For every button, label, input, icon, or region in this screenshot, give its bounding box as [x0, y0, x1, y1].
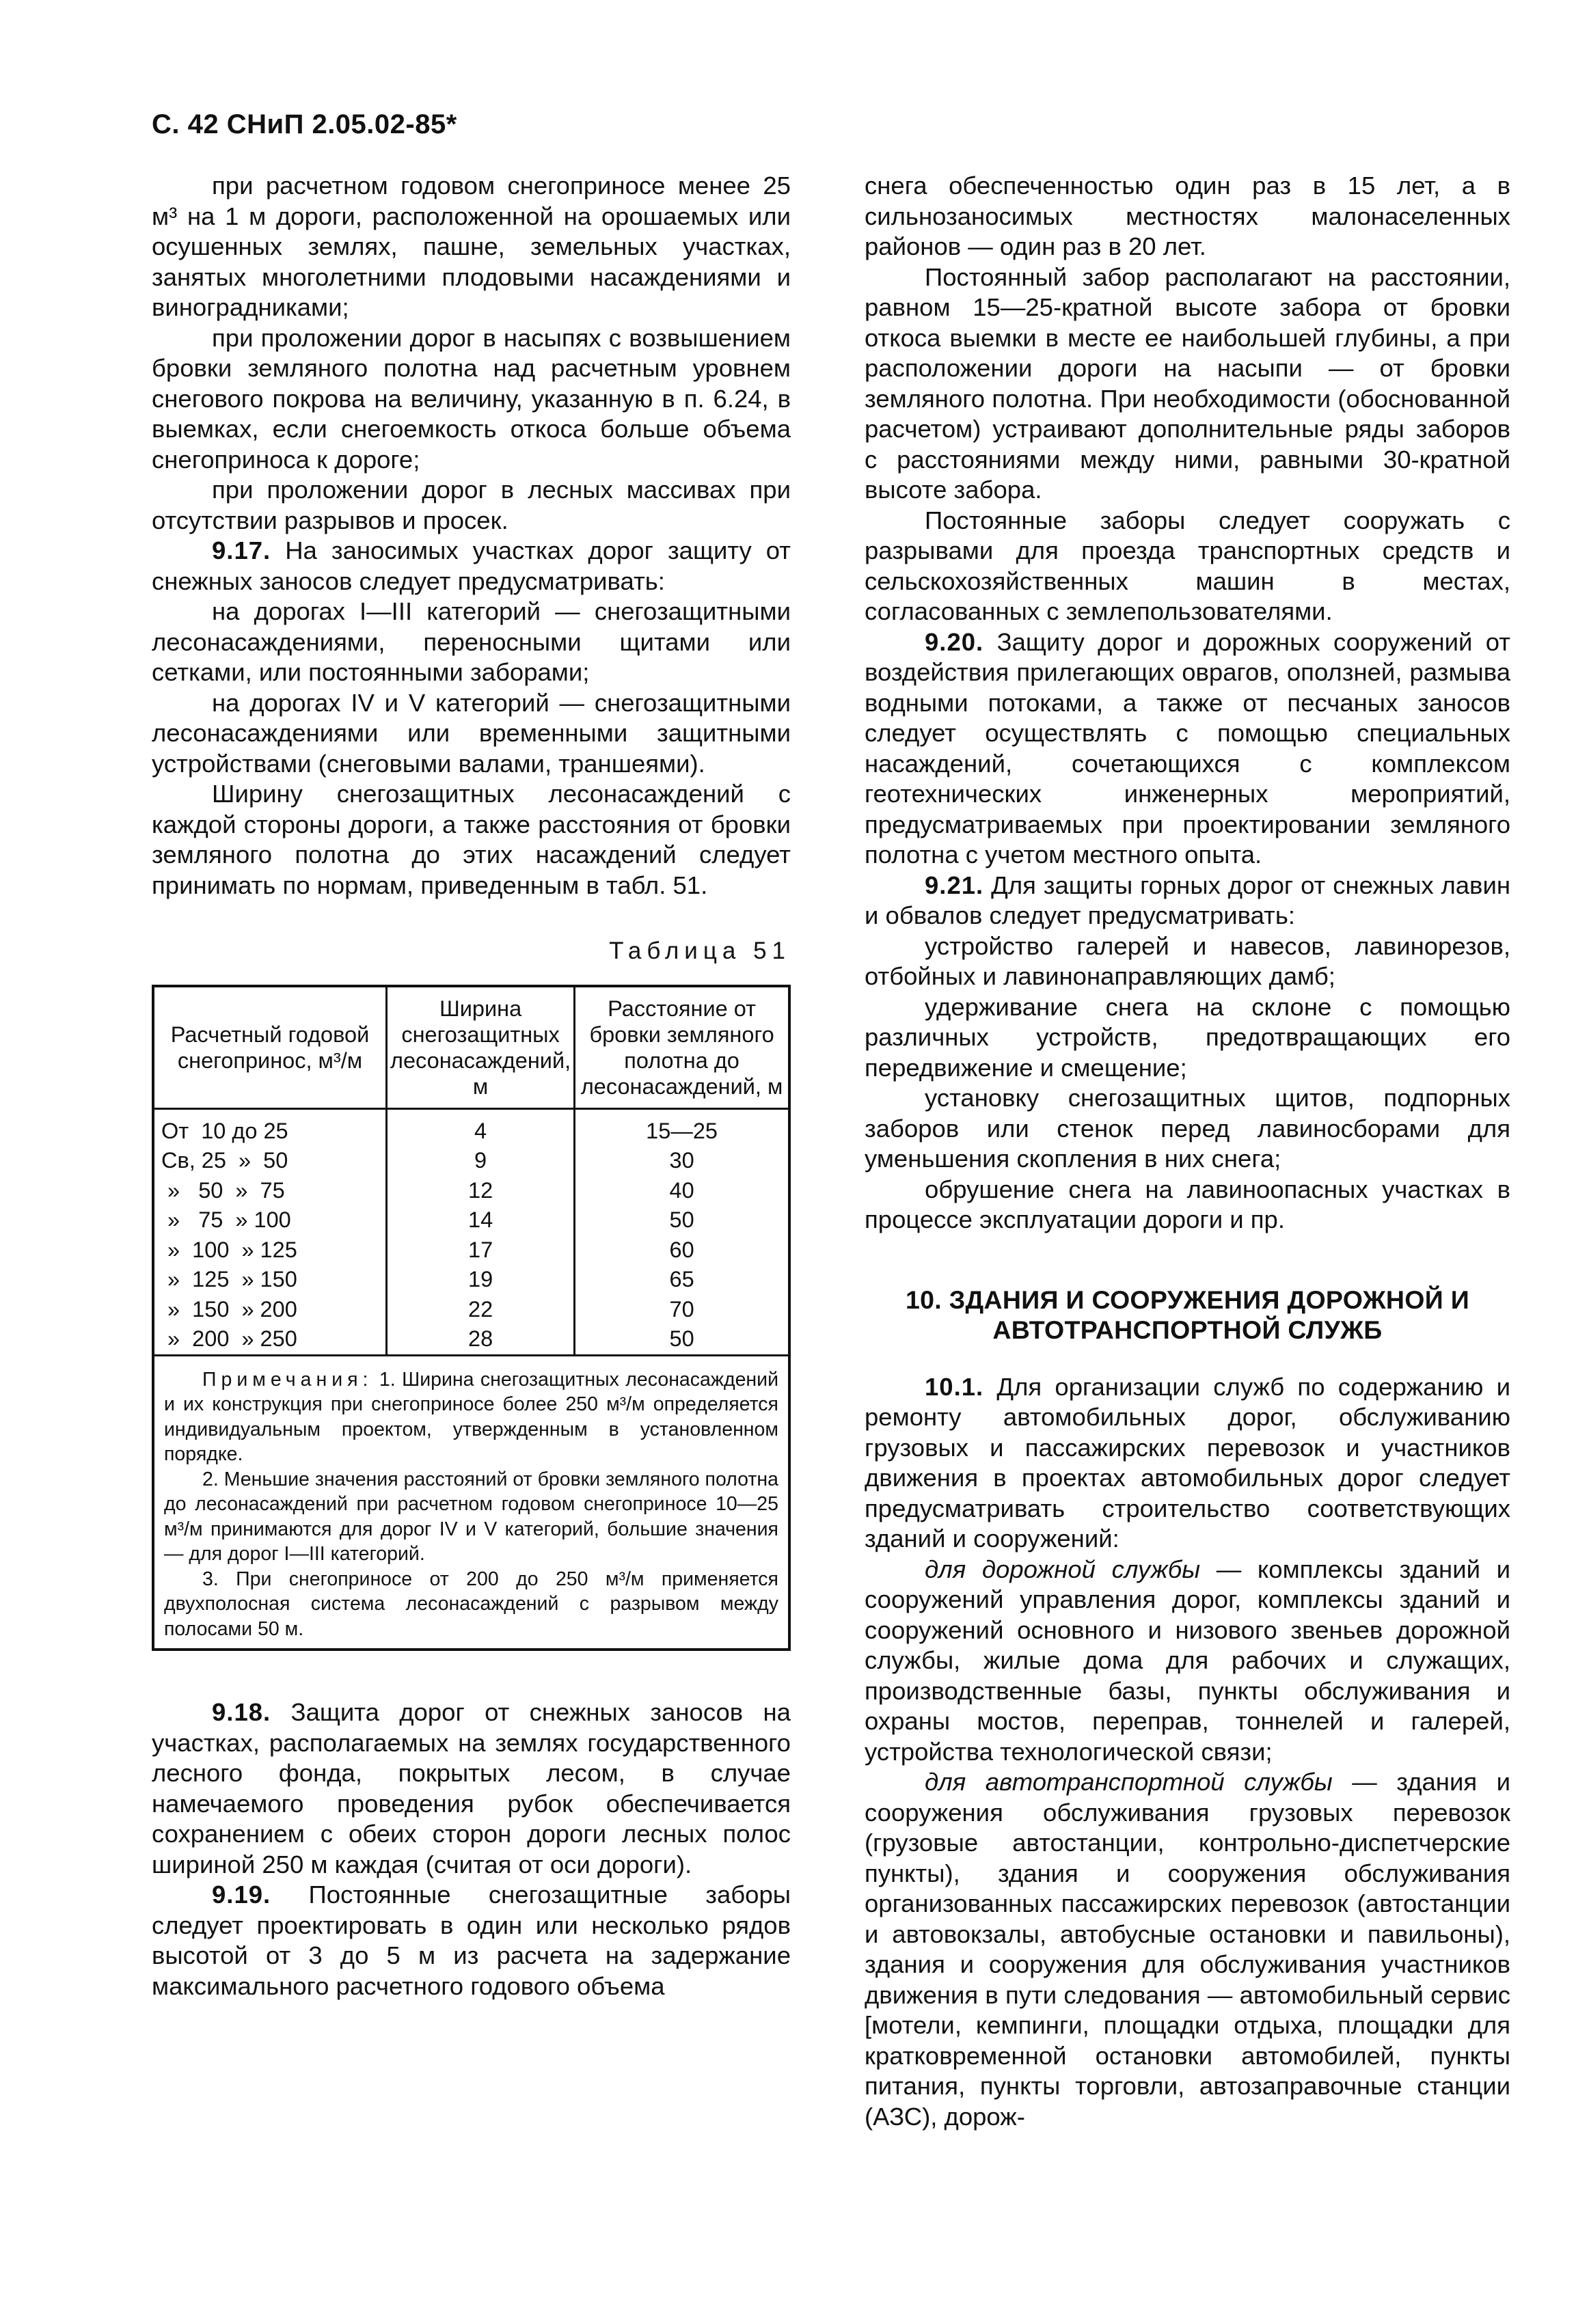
left-column	[152, 171, 791, 2001]
clause-number: 9.21.	[925, 871, 984, 899]
paragraph	[865, 1767, 1510, 2132]
paragraph: на дорогах IV и V категорий — снегозащитными лесонасаждениями или временными защитными устройствами (снеговыми валами, траншеями).	[152, 688, 791, 778]
section-title: 10. ЗДАНИЯ И СООРУЖЕНИЯ ДОРОЖНОЙ И АВТОТРАНСПОРТНОЙ СЛУЖБ	[905, 1285, 1469, 1344]
table-notes-row	[153, 1355, 789, 1650]
right-column	[865, 171, 1510, 2132]
emphasis: для дорожной службы	[925, 1555, 1201, 1583]
table-row	[153, 1235, 789, 1266]
clause-number: 9.17.	[212, 536, 271, 564]
range-cell: » 200 » 250	[153, 1324, 387, 1355]
range-cell: » 50 » 75	[153, 1176, 387, 1206]
notes-label: Примечания:	[202, 1368, 373, 1391]
note-3: 3. При снегоприносе от 200 до 250 м³/м применяется двухполосная система лесонасаждений с разрывом между полосами 50 м.	[164, 1568, 778, 1640]
clause-text: Защита дорог от снежных заносов на участках, располагаемых на землях государственного лесного фонда, покрытых лесом, в случае намечаемого проведения рубок обеспечивается сохранением с обеих сторон дороги лесных полос шириной 250 м каждая (считая от оси дороги).	[152, 1698, 791, 1878]
clause-10-1	[865, 1372, 1510, 1555]
paragraph: при проложении дорог в насыпях с возвышением бровки земляного полотна над расчетным уровнем снегового покрова на величину, указанную в п. 6.24, в выемках, если снегоемкость откоса больше объема снегоприноса к дороге;	[152, 323, 791, 474]
clause-9-19	[152, 1880, 791, 2001]
clause-text: Защиту дорог и дорожных сооружений от воздействия прилегающих оврагов, оползней, размыва водными потоками, а также от песчаных заносов следует осуществлять с помощью специальных насаждений, сочетающихся с комплексом геотехнических инженерных мероприятий, предусматриваемых при проектировании земляного полотна с учетом местного опыта.	[865, 627, 1510, 869]
width-cell: 9	[387, 1146, 575, 1176]
distance-cell: 30	[575, 1146, 789, 1176]
note-text: 1. Ширина снегозащитных лесонасаждений и их конструкция при снегоприносе более 250 м³/м определяется индивидуальным проектом, утвержденным в установленном порядке.	[164, 1368, 779, 1465]
column-header: Ширина снегозащитных лесонасаждений, м	[387, 986, 575, 1109]
paragraph: Постоянный забор располагают на расстоянии, равном 15—25-кратной высоте забора от бровки откоса выемки в месте ее наибольшей глубины, а при расположении дороги на насыпи — от бровки земляного полотна. При необходимости (обоснованной расчетом) устраивают дополнительные ряды заборов с расстояниями между ними, равными 30-кратной высоте забора.	[865, 262, 1510, 504]
paragraph: снега обеспеченностью один раз в 15 лет, а в сильнозаносимых местностях малонаселенных районов — один раз в 20 лет.	[865, 172, 1510, 260]
clause-9-20	[865, 627, 1510, 871]
range-cell: От 10 до 25	[153, 1108, 387, 1146]
clause-text: На заносимых участках дорог защиту от снежных заносов следует предусматривать:	[152, 536, 791, 595]
width-cell: 12	[387, 1176, 575, 1206]
table-row	[153, 1265, 789, 1295]
range-cell: » 125 » 150	[153, 1265, 387, 1295]
width-cell: 22	[387, 1295, 575, 1325]
table-row	[153, 1176, 789, 1206]
column-header: Расстояние от бровки земляного полотна до лесонасаждений, м	[575, 986, 789, 1109]
note-1	[164, 1367, 778, 1467]
range-cell: » 150 » 200	[153, 1295, 387, 1325]
paragraph: Ширину снегозащитных лесонасаждений с каждой стороны дороги, а также расстояния от бровки земляного полотна до этих насаждений следует принимать по нормам, приведенным в табл. 51.	[152, 780, 791, 899]
paragraph: обрушение снега на лавиноопасных участках в процессе эксплуатации дороги и пр.	[865, 1175, 1510, 1233]
paragraph-text: — здания и сооружения обслуживания грузовых перевозок (грузовые автостанции, контрольно-диспетчерские пункты), здания и сооружения обслуживания организованных пассажирских перевозок (автостанции и автовокзалы, автобусные остановки и павильоны), здания и сооружения для обслуживания участников движения в пути следования — автомобильный сервис [мотели, кемпинги, площадки отдыха, площадки для кратковременной остановки автомобилей, пункты питания, пункты торговли, автозаправочные станции (АЗС), дорож-	[865, 1768, 1510, 2131]
paragraph: при расчетном годовом снегоприносе менее 25 м³ на 1 м дороги, расположенной на орошаемых или осушенных землях, пашне, земельных участках, занятых многолетними плодовыми насаждениями и виноградниками;	[152, 172, 791, 321]
clause-number: 10.1.	[925, 1372, 984, 1401]
clause-number: 9.18.	[212, 1698, 271, 1726]
distance-cell: 50	[575, 1324, 789, 1355]
table-row	[153, 1324, 789, 1355]
distance-cell: 60	[575, 1235, 789, 1266]
table-row	[153, 1108, 789, 1146]
paragraph: Постоянные заборы следует сооружать с разрывами для проезда транспортных средств и сельскохозяйственных машин в местах, согласованных с землепользователями.	[865, 506, 1510, 625]
clause-text: Для защиты горных дорог от снежных лавин и обвалов следует предусматривать:	[865, 871, 1510, 929]
width-cell: 17	[387, 1235, 575, 1266]
distance-cell: 50	[575, 1205, 789, 1235]
paragraph	[865, 1555, 1510, 1768]
paragraph: устройство галерей и навесов, лавинорезов, отбойных и лавинонаправляющих дамб;	[865, 931, 1510, 990]
table-row	[153, 1295, 789, 1325]
table-row	[153, 1146, 789, 1176]
clause-9-17	[152, 536, 791, 597]
paragraph: при проложении дорог в лесных массивах при отсутствии разрывов и просек.	[152, 476, 791, 534]
clause-number: 9.20.	[925, 627, 984, 656]
clause-text: Для организации служб по содержанию и ремонту автомобильных дорог, обслуживанию грузовых и пассажирских перевозок и участников движения в проектах автомобильных дорог следует предусматривать строительство соответствующих зданий и сооружений:	[865, 1372, 1510, 1553]
distance-cell: 70	[575, 1295, 789, 1325]
clause-9-18	[152, 1697, 791, 1880]
width-cell: 19	[387, 1265, 575, 1295]
table-row	[153, 1205, 789, 1235]
column-header: Расчетный годовой снегопринос, м³/м	[153, 986, 387, 1109]
distance-cell: 65	[575, 1265, 789, 1295]
range-cell: » 75 » 100	[153, 1205, 387, 1235]
width-cell: 4	[387, 1108, 575, 1146]
table-caption: Таблица 51	[609, 938, 791, 964]
width-cell: 14	[387, 1205, 575, 1235]
range-cell: » 100 » 125	[153, 1235, 387, 1266]
clause-text: Постоянные снегозащитные заборы следует проектировать в один или несколько рядов высотой от 3 до 5 м из расчета на задержание максимального расчетного годового объема	[152, 1881, 791, 2000]
emphasis: для автотранспортной службы	[925, 1768, 1333, 1796]
paragraph-text: — комплексы зданий и сооружений управления дорог, комплексы зданий и сооружений основного и низового звеньев дорожной службы, жилые дома для рабочих и служащих, производственные базы, пункты обслуживания и охраны мостов, переправ, тоннелей и галерей, устройства технологической связи;	[865, 1555, 1510, 1766]
paragraph: удерживание снега на склоне с помощью различных устройств, предотвращающих его передвижение и смещение;	[865, 992, 1510, 1082]
paragraph: на дорогах I—III категорий — снегозащитными лесонасаждениями, переносными щитами или сетками, или постоянными заборами;	[152, 597, 791, 686]
distance-cell: 15—25	[575, 1108, 789, 1146]
clause-9-21	[865, 871, 1510, 931]
table-51	[152, 985, 791, 1652]
range-cell: Св, 25 » 50	[153, 1146, 387, 1176]
width-cell: 28	[387, 1324, 575, 1355]
page-header: С. 42 СНиП 2.05.02-85*	[152, 109, 457, 139]
note-2: 2. Меньшие значения расстояний от бровки земляного полотна до лесонасаждений при расчетном годовом снегоприносе 10—25 м³/м принимаются для дорог IV и V категорий, большие значения — для дорог I—III категорий.	[164, 1468, 778, 1565]
paragraph: установку снегозащитных щитов, подпорных заборов или стенок перед лавиносборами для уменьшения скопления в них снега;	[865, 1084, 1510, 1173]
table-notes	[153, 1355, 789, 1650]
clause-number: 9.19.	[212, 1881, 271, 1909]
distance-cell: 40	[575, 1176, 789, 1206]
